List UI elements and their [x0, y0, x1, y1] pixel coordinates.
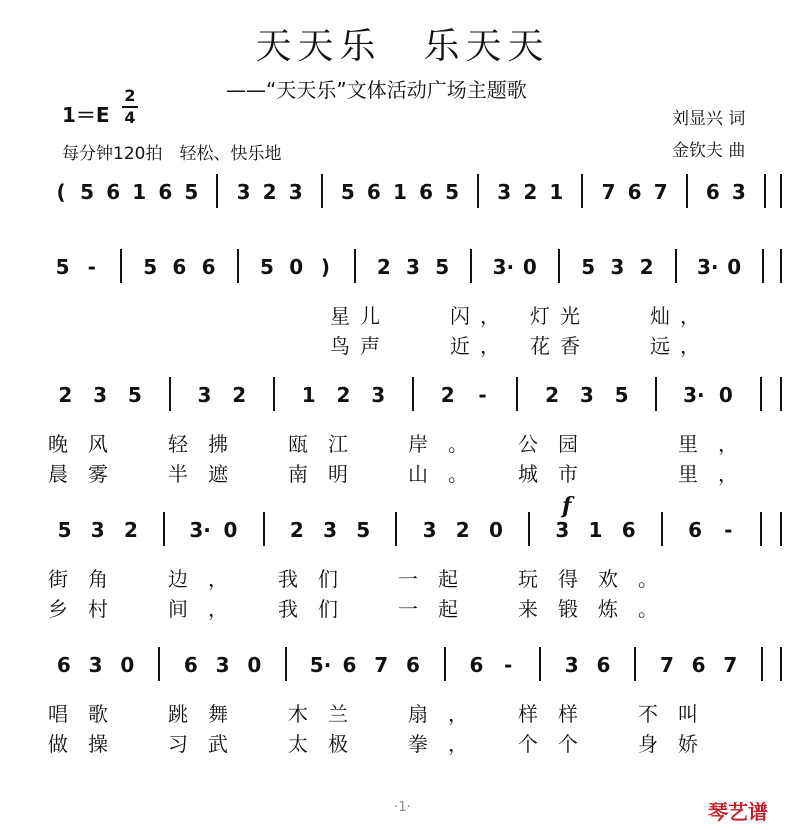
note: 6	[621, 518, 636, 542]
note: 6	[705, 180, 720, 204]
note: 2	[58, 383, 73, 407]
bar-line	[273, 377, 275, 411]
note: 2	[289, 518, 304, 542]
time-signature	[120, 86, 140, 128]
bar-line	[321, 174, 323, 208]
note: 1	[588, 518, 603, 542]
note: 3	[236, 180, 251, 204]
note: 5	[340, 180, 355, 204]
note: 3	[610, 255, 625, 279]
bar-line	[675, 249, 677, 283]
note: 6	[627, 180, 642, 204]
note: 7	[723, 653, 738, 677]
note: 5	[614, 383, 629, 407]
note: 6	[56, 653, 71, 677]
note: 3	[215, 653, 230, 677]
note: 5	[57, 518, 72, 542]
note: 3	[731, 180, 746, 204]
note: 3	[422, 518, 437, 542]
note: 3·	[492, 255, 515, 279]
page-number: ·1·	[394, 800, 411, 815]
note: 6	[158, 180, 173, 204]
note: 3	[555, 518, 570, 542]
note: 0	[488, 518, 503, 542]
key-signature: 1＝E	[62, 103, 110, 127]
time-sig-top: 2	[124, 86, 136, 105]
note: 6	[691, 653, 706, 677]
note: 3·	[189, 518, 211, 542]
note: 3	[406, 255, 420, 279]
bar-line	[539, 647, 541, 681]
site-logo: 琴艺谱	[708, 800, 768, 824]
note: 6	[469, 653, 484, 677]
note: 2	[639, 255, 654, 279]
note: 7	[374, 653, 389, 677]
note: 0	[223, 518, 238, 542]
bar-line	[655, 377, 657, 411]
note: 6	[201, 255, 216, 279]
lyric-line: 乡村 间， 我们 一起 来锻炼。	[48, 597, 678, 621]
bar-line	[285, 647, 287, 681]
note: 5	[260, 255, 274, 279]
bar-line	[158, 647, 160, 681]
note: 2	[123, 518, 138, 542]
note: 3	[564, 653, 579, 677]
note: 2	[523, 180, 538, 204]
note: 2	[455, 518, 470, 542]
note: 2	[545, 383, 559, 407]
bar-line	[761, 647, 763, 681]
bar-line	[764, 174, 766, 208]
bar-line	[169, 377, 171, 411]
lyric-line: 星儿 闪， 灯光 灿，	[330, 304, 710, 328]
note: 5·	[309, 653, 332, 677]
note: 6	[366, 180, 381, 204]
note: 7	[659, 653, 674, 677]
note: 1	[392, 180, 407, 204]
note: 0	[718, 383, 733, 407]
note: 5	[143, 255, 158, 279]
bar-line	[516, 377, 518, 411]
bar-line	[581, 174, 583, 208]
bar-line	[780, 174, 782, 208]
note: 3	[288, 180, 303, 204]
note: 6	[183, 653, 198, 677]
note: 3·	[697, 255, 719, 279]
lyric-line: 做操 习武 太极 拳， 个个 身娇	[48, 732, 718, 756]
bar-line	[216, 174, 218, 208]
note: 2	[262, 180, 277, 204]
bar-line	[477, 174, 479, 208]
note: 3	[93, 383, 108, 407]
bar-line	[528, 512, 530, 546]
note: 3	[90, 518, 105, 542]
bar-line	[762, 249, 764, 283]
note: 0	[120, 653, 135, 677]
note: 3	[88, 653, 103, 677]
note: 2	[376, 255, 391, 279]
note: 1	[132, 180, 147, 204]
dynamic-marking: f	[562, 493, 572, 519]
note: 2	[336, 383, 351, 407]
time-sig-bottom: 4	[124, 108, 136, 127]
note: 6	[596, 653, 611, 677]
lyric-line: 唱歌 跳舞 木兰 扇， 样样 不叫	[48, 702, 718, 726]
note: -	[724, 518, 733, 542]
tempo-marking: 每分钟120拍 轻松、快乐地	[62, 144, 282, 164]
note: 3	[371, 383, 386, 407]
note: )	[320, 255, 330, 279]
note: -	[478, 383, 487, 407]
lyricist: 刘显兴 词	[672, 109, 746, 129]
note: 6	[688, 518, 702, 542]
bar-line	[163, 512, 165, 546]
note: 5	[581, 255, 596, 279]
bar-line	[558, 249, 560, 283]
bar-line	[780, 249, 782, 283]
bar-line	[661, 512, 663, 546]
note: (	[56, 180, 66, 204]
note: 1	[549, 180, 564, 204]
note: 5	[127, 383, 142, 407]
note: -	[87, 255, 96, 279]
note: 7	[653, 180, 668, 204]
note: 3	[197, 383, 212, 407]
composer: 金钦夫 曲	[672, 141, 746, 161]
bar-line	[760, 377, 762, 411]
bar-line	[780, 647, 782, 681]
bar-line	[634, 647, 636, 681]
note: 3	[579, 383, 594, 407]
note: 0	[289, 255, 304, 279]
page-title: 天天乐 乐天天	[255, 26, 550, 67]
note: 6	[172, 255, 187, 279]
note: 0	[247, 653, 262, 677]
note: -	[504, 653, 513, 677]
bar-line	[263, 512, 265, 546]
bar-line	[444, 647, 446, 681]
note: 5	[435, 255, 450, 279]
note: 6	[406, 653, 420, 677]
lyric-line: 街角 边， 我们 一起 玩得欢。	[48, 567, 678, 591]
bar-line	[354, 249, 356, 283]
note: 6	[342, 653, 357, 677]
note: 3·	[683, 383, 705, 407]
note: 7	[601, 180, 616, 204]
bar-line	[412, 377, 414, 411]
note: 0	[522, 255, 537, 279]
note: 5	[80, 180, 95, 204]
bar-line	[395, 512, 397, 546]
note: 5	[445, 180, 460, 204]
bar-line	[470, 249, 472, 283]
note: 5	[184, 180, 199, 204]
lyric-line: 晚风 轻拂 瓯江 岸。 公园 里，	[48, 432, 758, 456]
note: 2	[440, 383, 455, 407]
note: 0	[727, 255, 742, 279]
note: 6	[419, 180, 433, 204]
bar-line	[780, 512, 782, 546]
note: 1	[301, 383, 316, 407]
note: 3	[497, 180, 512, 204]
note: 5	[55, 255, 70, 279]
note: 5	[356, 518, 371, 542]
note: 2	[232, 383, 247, 407]
note: 3	[323, 518, 337, 542]
note: 6	[106, 180, 121, 204]
bar-line	[760, 512, 762, 546]
lyric-line: 晨雾 半遮 南明 山。 城市 里，	[48, 462, 758, 486]
bar-line	[120, 249, 122, 283]
bar-line	[686, 174, 688, 208]
bar-line	[780, 377, 782, 411]
bar-line	[237, 249, 239, 283]
lyric-line: 鸟声 近， 花香 远，	[330, 334, 710, 358]
subtitle: ——“天天乐”文体活动广场主题歌	[226, 78, 527, 102]
